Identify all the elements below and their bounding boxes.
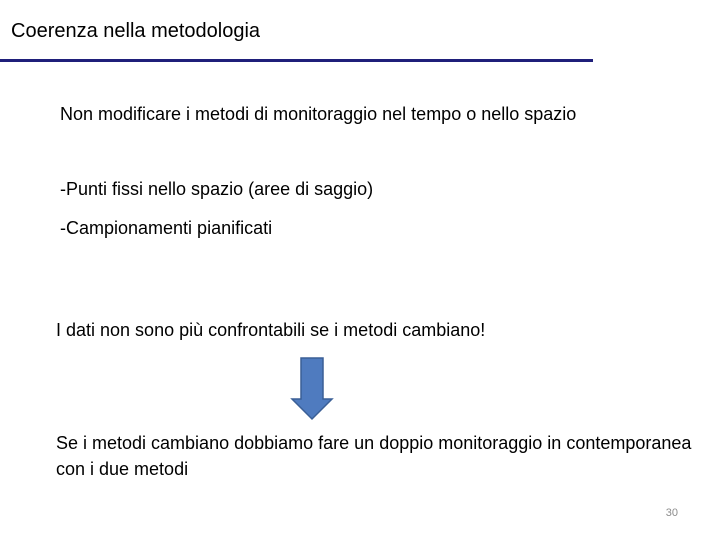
paragraph-double-monitoring: Se i metodi cambiano dobbiamo fare un doppio monitoraggio in contemporanea con i due metodi bbox=[56, 433, 692, 479]
paragraph-fixed-points: -Punti fissi nello spazio (aree di saggio) bbox=[60, 179, 374, 199]
paragraph-planned-sampling: -Campionamenti pianificati bbox=[60, 218, 273, 238]
down-arrow-icon bbox=[290, 357, 334, 421]
title-divider bbox=[0, 59, 593, 62]
page-number: 30 bbox=[665, 507, 678, 519]
paragraph-methods-consistency: Non modificare i metodi di monitoraggio nel tempo o nello spazio bbox=[60, 104, 577, 124]
slide-title: Coerenza nella metodologia bbox=[11, 20, 261, 42]
paragraph-data-not-comparable: I dati non sono più confrontabili se i metodi cambiano! bbox=[56, 320, 486, 340]
